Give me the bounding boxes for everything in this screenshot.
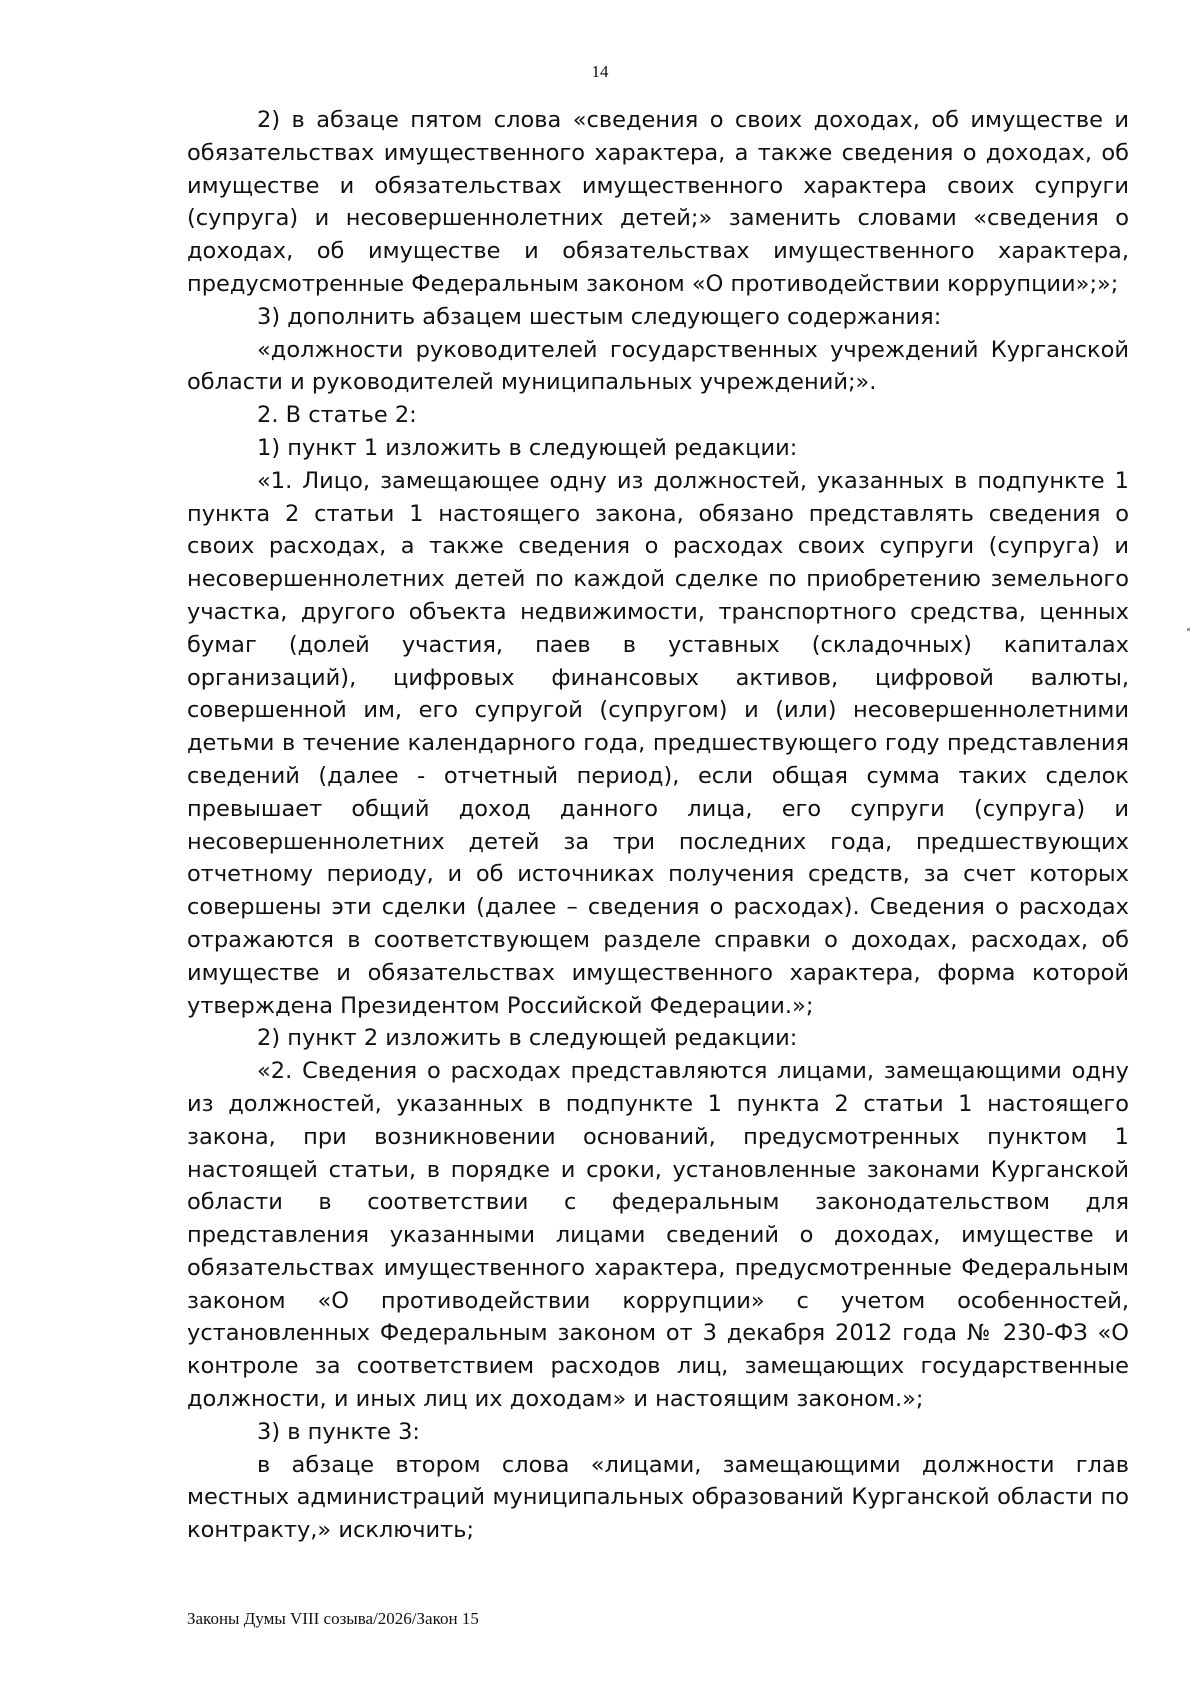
- paragraph: в абзаце втором слова «лицами, замещающими должности глав местных администраций муниципальных образований Курганской области по контракту,» исключить;: [187, 1451, 1129, 1544]
- paragraph: «должности руководителей государственных учреждений Курганской области и руководителей муниципальных учреждений;».: [187, 336, 1129, 396]
- document-footer: Законы Думы VIII созыва/2026/Закон 15: [187, 1609, 479, 1628]
- paragraph: 2. В статье 2:: [257, 402, 417, 429]
- paragraph: 3) в пункте 3:: [257, 1418, 420, 1445]
- paragraph: 1) пункт 1 изложить в следующей редакции:: [257, 434, 798, 461]
- paragraph: 2) в абзаце пятом слова «сведения о своих доходах, об имуществе и обязательствах имущественного характера, а также сведения о доходах, об имуществе и обязательствах имущественного характера своих супруги (супруга) и несовершеннолетних детей;» заменить словами «сведения о доходах, об имуществе и обязательствах имущественного характера, предусмотренные Федеральным законом «О противодействии коррупции»;»;: [187, 107, 1129, 297]
- paragraph: «2. Сведения о расходах представляются лицами, замещающими одну из должностей, указанных в подпункте 1 пункта 2 статьи 1 настоящего закона, при возникновении оснований, предусмотренных пунктом 1 настоящей статьи, в порядке и сроки, установленные законами Курганской области в соответствии с федеральным законодательством для представления указанными лицами сведений о доходах, имуществе и обязательствах имущественного характера, предусмотренные Федеральным законом «О противодействии коррупции» с учетом особенностей, установленных Федеральным законом от 3 декабря 2012 года № 230-ФЗ «О контроле за соответствием расходов лиц, замещающих государственные должности, и иных лиц их доходам» и настоящим законом.»;: [187, 1058, 1129, 1413]
- paragraph: 3) дополнить абзацем шестым следующего содержания:: [257, 303, 942, 330]
- document-body: [187, 104, 1129, 1547]
- page-number: 14: [591, 62, 609, 81]
- scan-edge-mark: [1187, 628, 1190, 631]
- paragraph: «1. Лицо, замещающее одну из должностей, указанных в подпункте 1 пункта 2 статьи 1 настоящего закона, обязано представлять сведения о своих расходах, а также сведения о расходах своих супруги (супруга) и несовершеннолетних детей по каждой сделке по приобретению земельного участка, другого объекта недвижимости, транспортного средства, ценных бумаг (долей участия, паев в уставных (складочных) капиталах организаций), цифровых финансовых активов, цифровой валюты, совершенной им, его супругой (супругом) и (или) несовершеннолетними детьми в течение календарного года, предшествующего году представления сведений (далее - отчетный период), если общая сумма таких сделок превышает общий доход данного лица, его супруги (супруга) и несовершеннолетних детей за три последних года, предшествующих отчетному периоду, и об источниках получения средств, за счет которых совершены эти сделки (далее – сведения о расходах). Сведения о расходах отражаются в соответствующем разделе справки о доходах, расходах, об имуществе и обязательствах имущественного характера, форма которой утверждена Президентом Российской Федерации.»;: [187, 467, 1129, 1019]
- paragraph: 2) пункт 2 изложить в следующей редакции:: [257, 1025, 798, 1052]
